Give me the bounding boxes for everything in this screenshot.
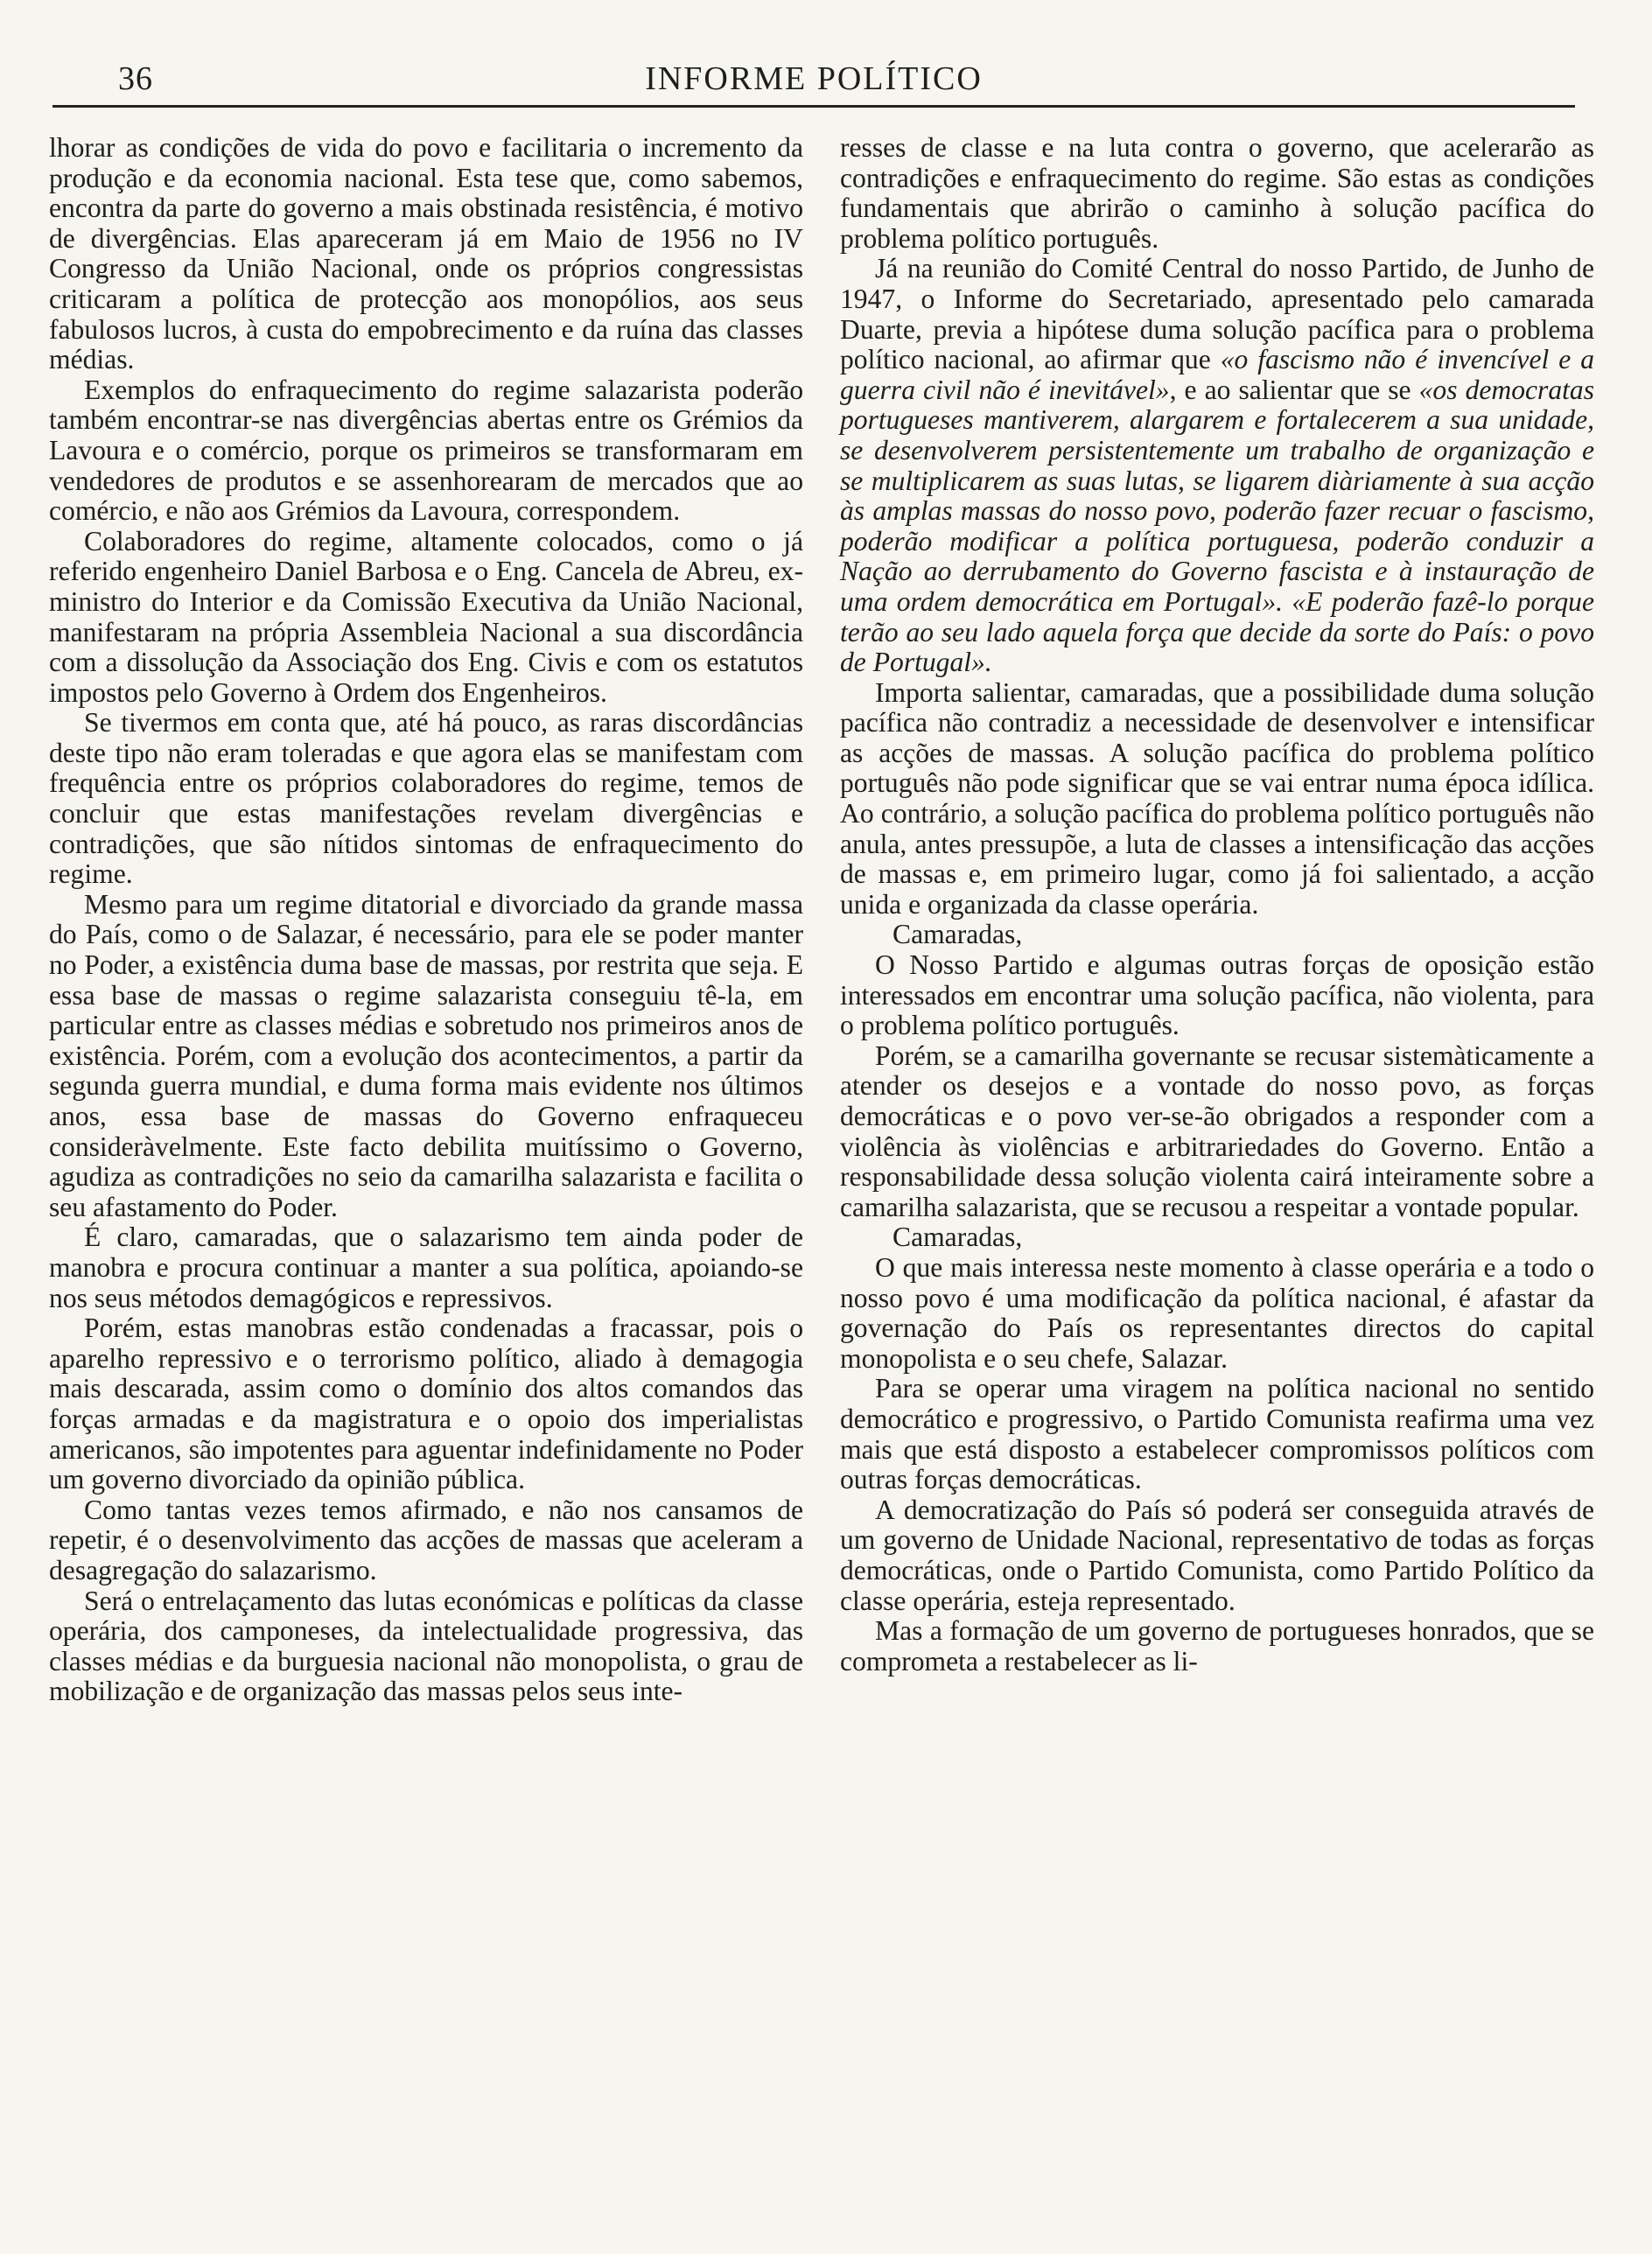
- paragraph: Para se operar uma viragem na política nacional no sentido democrático e progressivo, o Partido Comunista reafirma uma vez mais que está disposto a estabelecer compromissos políticos com outras forças democráticas.: [840, 1373, 1594, 1495]
- paragraph: Se tivermos em conta que, até há pouco, as raras discordâncias deste tipo não eram toleradas e que agora elas se manifestam com frequência entre os próprios colaboradores do regime, temos de concluir que estas manifestações revelam divergências e contradições, que são nítidos sintomas de enfraquecimento do regime.: [49, 707, 803, 890]
- paragraph: Será o entrelaçamento das lutas económicas e políticas da classe operária, dos camponeses, da intelectualidade progressiva, das classes médias e da burguesia nacional não monopolista, o grau de mobilização e de organização das massas pelos seus inte-: [49, 1585, 803, 1707]
- paragraph: É claro, camaradas, que o salazarismo tem ainda poder de manobra e procura continuar a manter a sua política, apoiando-se nos seus métodos demagógicos e repressivos.: [49, 1222, 803, 1313]
- paragraph: A democratização do País só poderá ser conseguida através de um governo de Unidade Nacional, representativo de todas as forças democráticas, onde o Partido Comunista, como Partido Político da classe operária, esteja representado.: [840, 1494, 1594, 1616]
- paragraph-text: , e ao salientar que se: [1169, 374, 1419, 405]
- page-header: [52, 52, 1575, 108]
- paragraph: Importa salientar, camaradas, que a possibilidade duma solução pacífica não contradiz a necessidade de desenvolver e intensificar as acções de massas. A solução pacífica do problema político português não pode significar que se vai entrar numa época idílica. Ao contrário, a solução pacífica do problema político português não anula, antes pressupõe, a luta de classes a intensificação das acções de massas e, em primeiro lugar, como já foi salientado, a acção unida e organizada da classe operária.: [840, 676, 1594, 920]
- quotation: «o fascismo não é invencível e a guerra civil não é inevitável»: [840, 344, 1595, 405]
- paragraph: Como tantas vezes temos afirmado, e não nos cansamos de repetir, é o desenvolvimento das acções de massas que aceleram a desagregação do salazarismo.: [49, 1494, 803, 1586]
- paragraph-with-quote: [840, 254, 1594, 677]
- page-number: 36: [118, 60, 153, 97]
- paragraph: Mesmo para um regime ditatorial e divorciado da grande massa do País, como o de Salazar, é necessário, para ele se poder manter no Poder, a existência duma base de massas, por restrita que seja. E essa base de massas o regime salazarista conseguiu tê-la, em particular entre as classes médias e sobretudo nos primeiros anos de existência. Porém, com a evolução dos acontecimentos, a partir da segunda guerra mundial, e duma forma mais evidente nos últimos anos, essa base de massas do Governo enfraqueceu consideràvelmente. Este facto debilita muitíssimo o Governo, agudiza as contradições no seio da camarilha salazarista e facilita o seu afastamento do Poder.: [49, 888, 803, 1222]
- paragraph: Exemplos do enfraquecimento do regime salazarista poderão também encontrar-se nas divergências abertas entre os Grémios da Lavoura e o comércio, porque os primeiros se transformaram em vendedores de produtos e se assenhorearam de mercados que ao comércio, e não aos Grémios da Lavoura, correspondem.: [49, 374, 803, 527]
- quotation: «os democratas portugueses mantiverem, alargarem e fortalecerem a sua unidade, se desenvolverem persistentemente um trabalho de organização e se multiplicarem as suas lutas, se ligarem diàriamente à sua acção às amplas massas do nosso povo, poderão fazer recuar o fascismo, poderão modificar a política portuguesa, poderão conduzir a Nação ao derrubamento do Governo fascista e à instauração de uma ordem democrática em Portugal». «E poderão fazê-lo porque terão ao seu lado aquela força que decide da sorte do País: o povo de Portugal».: [840, 374, 1594, 678]
- paragraph-text: Já na reunião do Comité Central do nosso Partido, de Junho de 1947, o Informe do Secretariado, apresentado pelo camarada Duarte, previa a hipótese duma solução pacífica para o problema político nacional, ao afirmar que: [840, 253, 1594, 375]
- left-column: [49, 133, 803, 1707]
- paragraph: Porém, se a camarilha governante se recusar sistemàticamente a atender os desejos e a vontade do nosso povo, as forças democráticas e o povo ver-se-ão obrigados a responder com a violência às violências e arbitrariedades do Governo. Então a responsabilidade dessa solução violenta cairá inteiramente sobre a camarilha salazarista, que se recusou a respeitar a vontade popular.: [840, 1040, 1594, 1222]
- running-title: INFORME POLÍTICO: [645, 60, 983, 97]
- paragraph: resses de classe e na luta contra o governo, que acelerarão as contradições e enfraquecimento do regime. São estas as condições fundamentais que abrirão o caminho à solução pacífica do problema político português.: [840, 132, 1594, 254]
- right-column: [840, 133, 1594, 1676]
- salutation: Camaradas,: [892, 919, 1023, 950]
- paragraph: lhorar as condições de vida do povo e facilitaria o incremento da produção e da economia nacional. Esta tese que, como sabemos, encontra da parte do governo a mais obstinada resistência, é motivo de divergências. Elas apareceram já em Maio de 1956 no IV Congresso da União Nacional, onde os próprios congressistas criticaram a política de protecção aos monopólios, aos seus fabulosos lucros, à custa do empobrecimento e da ruína das classes médias.: [49, 132, 803, 375]
- paragraph: O Nosso Partido e algumas outras forças de oposição estão interessados em encontrar uma solução pacífica, não violenta, para o problema político português.: [840, 949, 1594, 1041]
- paragraph: Colaboradores do regime, altamente colocados, como o já referido engenheiro Daniel Barbosa e o Eng. Cancela de Abreu, ex-ministro do Interior e da Comissão Executiva da União Nacional, manifestaram na própria Assembleia Nacional a sua discordância com a dissolução da Associação dos Eng. Civis e com os estatutos impostos pelo Governo à Ordem dos Engenheiros.: [49, 525, 803, 708]
- salutation: Camaradas,: [892, 1222, 1023, 1253]
- paragraph: Porém, estas manobras estão condenadas a fracassar, pois o aparelho repressivo e o terrorismo político, aliado à demagogia mais descarada, assim como o domínio dos altos comandos das forças armadas e da magistratura e o opoio dos imperialistas americanos, são impotentes para aguentar indefinidamente no Poder um governo divorciado da opinião pública.: [49, 1312, 803, 1495]
- paragraph: Mas a formação de um governo de portugueses honrados, que se comprometa a restabelecer as li-: [840, 1615, 1594, 1676]
- paragraph: O que mais interessa neste momento à classe operária e a todo o nosso povo é uma modificação da política nacional, é afastar da governação do País os representantes directos do capital monopolista e o seu chefe, Salazar.: [840, 1251, 1594, 1374]
